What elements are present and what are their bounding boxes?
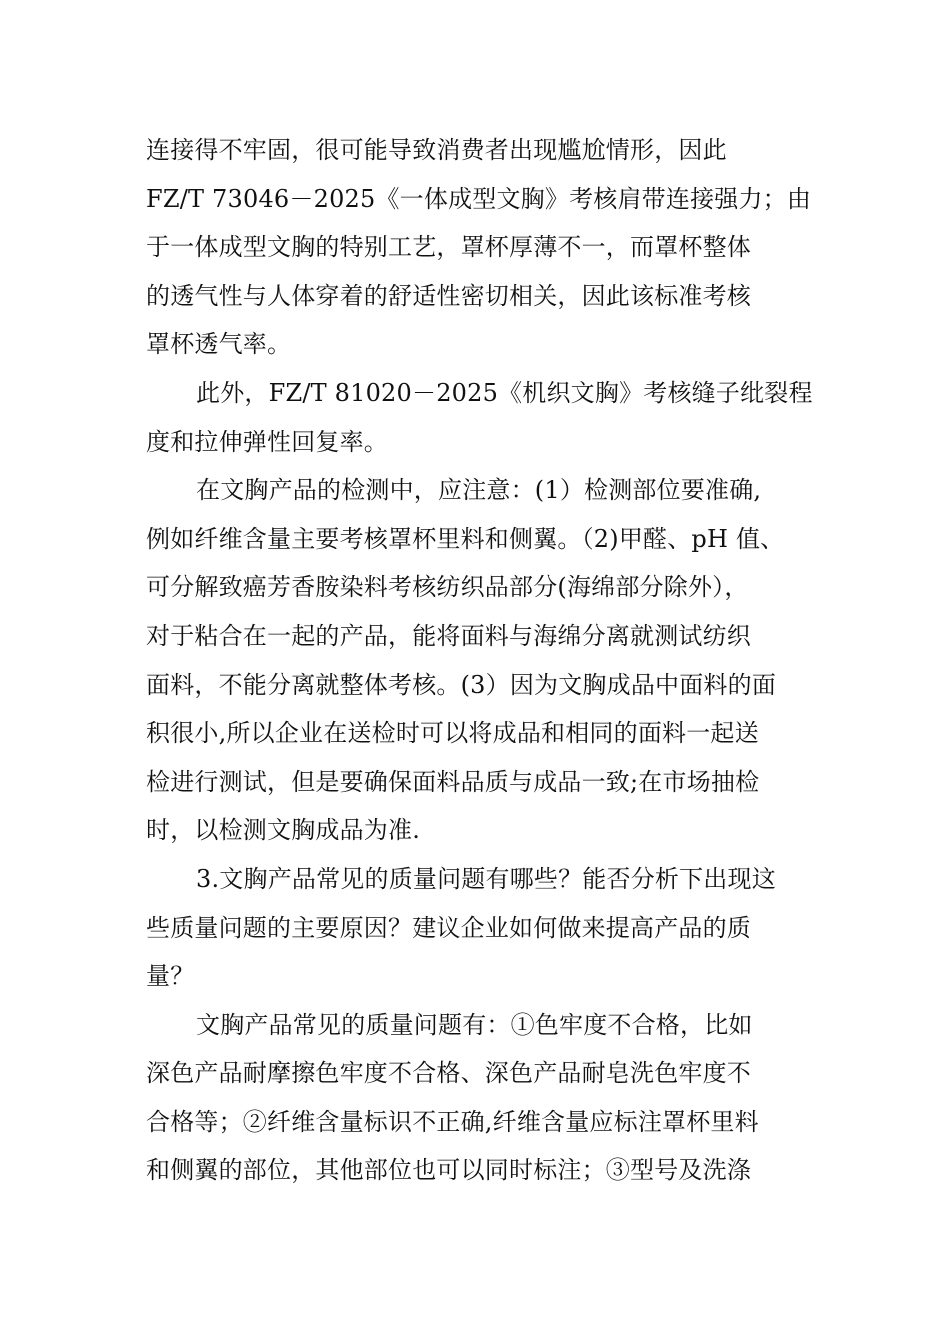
question-heading: 3.文胸产品常见的质量问题有哪些？能否分析下出现这 — [196, 864, 776, 893]
paragraph-first-line: 文胸产品常见的质量问题有：①色牢度不合格，比如 — [196, 1010, 753, 1039]
paragraph-first-line: 在文胸产品的检测中，应注意：(1）检测部位要准确, — [196, 476, 762, 505]
text-line: 和侧翼的部位，其他部位也可以同时标注；③型号及洗涤 — [146, 1156, 751, 1185]
text-line: 连接得不牢固，很可能导致消费者出现尴尬情形，因此 — [146, 136, 727, 164]
text-line: 罩杯透气率。 — [146, 330, 292, 359]
text-line: 检进行测试，但是要确保面料品质与成品一致;在市场抽检 — [146, 767, 760, 796]
paragraph-first-line: 此外，FZ/T 81020－2025《机织文胸》考核缝子纰裂程 — [196, 378, 813, 407]
question-heading-cont: 量？ — [146, 962, 195, 991]
text-line: 时，以检测文胸成品为准. — [146, 816, 421, 845]
text-line: 合格等；②纤维含量标识不正确,纤维含量应标注罩杯里料 — [146, 1107, 759, 1136]
text-line: 于一体成型文胸的特别工艺，罩杯厚薄不一，而罩杯整体 — [146, 233, 751, 262]
text-line: 深色产品耐摩擦色牢度不合格、深色产品耐皂洗色牢度不 — [146, 1059, 751, 1088]
text-line: 面料，不能分离就整体考核。(3）因为文胸成品中面料的面 — [146, 670, 777, 699]
text-line: 的透气性与人体穿着的舒适性密切相关，因此该标准考核 — [146, 281, 751, 310]
text-line: 对于粘合在一起的产品，能将面料与海绵分离就测试纺织 — [146, 621, 751, 650]
text-line: FZ/T 73046－2025《一体成型文胸》考核肩带连接强力；由 — [146, 184, 812, 213]
text-line: 可分解致癌芳香胺染料考核纺织品部分(海绵部分除外）， — [146, 573, 749, 602]
document-body — [146, 126, 813, 1195]
question-heading-cont: 些质量问题的主要原因？建议企业如何做来提高产品的质 — [146, 913, 751, 942]
text-line: 积很小,所以企业在送检时可以将成品和相同的面料一起送 — [146, 719, 759, 748]
text-line: 例如纤维含量主要考核罩杯里料和侧翼。（2)甲醛、pH 值、 — [146, 524, 785, 553]
text-line: 度和拉伸弹性回复率。 — [146, 427, 388, 456]
